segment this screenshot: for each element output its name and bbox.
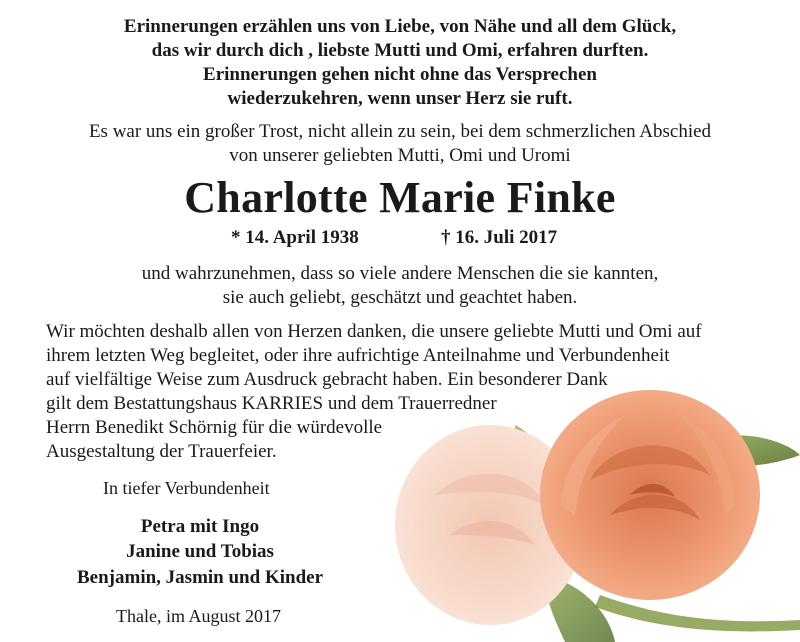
perception-line-2: sie auch geliebt, geschätzt und geachtet haben. (222, 287, 578, 308)
intro-line-2: von unserer geliebten Mutti, Omi und Uromi (229, 145, 571, 166)
closing-phrase: In tiefer Verbundenheit (103, 478, 270, 498)
thanks-line-5: Herrn Benedikt Schörnig für die würdevolle (46, 417, 383, 438)
family-line-3: Benjamin, Jasmin und Kinder (77, 567, 323, 588)
poem-line-3: Erinnerungen gehen nicht ohne das Versprechen (203, 64, 597, 85)
family-line-1: Petra mit Ingo (140, 516, 260, 537)
thanks-line-4: gilt dem Bestattungshaus KARRIES und dem Trauerredner (46, 393, 497, 414)
birth-date: * 14. April 1938 (231, 227, 359, 248)
poem-line-4: wiederzukehren, wenn unser Herz sie ruft. (227, 88, 573, 109)
perception-line-1: und wahrzunehmen, dass so viele andere Menschen die sie kannten, (141, 263, 659, 284)
deceased-name: Charlotte Marie Finke (184, 173, 616, 222)
thanks-line-2: ihrem letzten Weg begleitet, oder ihre aufrichtige Anteilnahme und Verbundenheit (46, 345, 670, 366)
thanks-line-6: Ausgestaltung der Trauerfeier. (46, 441, 277, 462)
place-date: Thale, im August 2017 (116, 606, 281, 626)
death-date: † 16. Juli 2017 (441, 227, 558, 248)
thanks-line-1: Wir möchten deshalb allen von Herzen danken, die unsere geliebte Mutti und Omi auf (46, 321, 702, 342)
poem-line-1: Erinnerungen erzählen uns von Liebe, von Nähe und all dem Glück, (123, 16, 677, 37)
intro-line-1: Es war uns ein großer Trost, nicht allein zu sein, bei dem schmerzlichen Abschied (88, 121, 712, 142)
family-line-2: Janine und Tobias (126, 541, 274, 562)
roses-image (395, 385, 800, 642)
thanks-line-3: auf vielfältige Weise zum Ausdruck gebracht haben. Ein besonderer Dank (46, 369, 608, 390)
stem-shape (595, 595, 800, 631)
poem-line-2: das wir durch dich , liebste Mutti und Omi, erfahren durften. (151, 40, 649, 61)
